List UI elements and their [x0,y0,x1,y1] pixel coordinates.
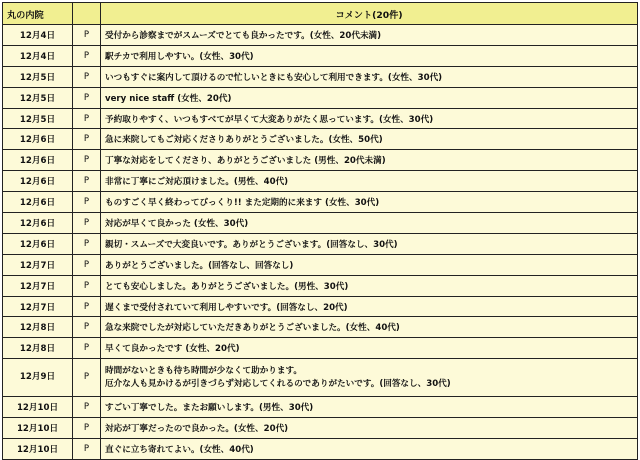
row-type: P [73,45,101,66]
row-date: 12月5日 [3,66,73,87]
comment-line: とても安心しました。ありがとうございました。(男性、30代) [105,281,349,292]
row-type: P [73,397,101,418]
row-comment [101,275,638,296]
row-date: 12月7日 [3,275,73,296]
row-date: 12月6日 [3,150,73,171]
row-type: P [73,233,101,254]
comment-line: 受付から診察までがスムーズでとても良かったです。(女性、20代未満) [105,30,382,41]
row-type: P [73,275,101,296]
row-date: 12月6日 [3,192,73,213]
row-date: 12月9日 [3,359,73,397]
table-row [3,254,638,275]
table-row [3,296,638,317]
row-type: P [73,359,101,397]
row-type: P [73,25,101,46]
comment-line: 対応が早くて良かった (女性、30代) [105,218,249,229]
table-row [3,87,638,108]
row-date: 12月8日 [3,338,73,359]
table-row [3,275,638,296]
comment-line: いつもすぐに案内して頂けるので忙しいときにも安心して利用できます。(女性、30代) [105,72,443,83]
row-comment [101,66,638,87]
row-comment [101,296,638,317]
row-type: P [73,418,101,439]
comment-line: 遅くまで受付されていて利用しやすいです。(回答なし、20代) [105,302,348,313]
row-type: P [73,296,101,317]
table-row [3,418,638,439]
header-clinic: 丸の内院 [3,3,73,25]
table-row [3,25,638,46]
table-row [3,150,638,171]
row-date: 12月6日 [3,213,73,234]
header-type [73,3,101,25]
comment-line: very nice staff (女性、20代) [105,93,232,104]
comment-line: 対応が丁寧だったので良かった。(女性、20代) [105,424,289,435]
comment-line: 早くて良かったです (女性、20代) [105,344,240,355]
row-comment [101,397,638,418]
comment-line: 時間がないときも待ち時間が少なくて助かります。 [105,365,302,376]
row-date: 12月5日 [3,108,73,129]
row-date: 12月4日 [3,25,73,46]
row-comment [101,171,638,192]
row-comment [101,359,638,397]
row-comment [101,150,638,171]
table-row [3,338,638,359]
table-row [3,439,638,460]
table-row [3,359,638,397]
table-row [3,213,638,234]
row-comment [101,254,638,275]
row-comment [101,213,638,234]
row-date: 12月8日 [3,317,73,338]
table-row [3,233,638,254]
row-type: P [73,213,101,234]
row-date: 12月10日 [3,418,73,439]
row-type: P [73,338,101,359]
row-comment [101,418,638,439]
row-comment [101,439,638,460]
row-comment [101,192,638,213]
header-comment: コメント(20件) [101,3,638,25]
row-date: 12月4日 [3,45,73,66]
comments-table [2,2,638,460]
comment-line: 急な来院でしたが対応していただきありがとうございました。(女性、40代) [105,323,400,334]
row-date: 12月7日 [3,296,73,317]
row-comment [101,108,638,129]
comment-line: 非常に丁寧にご対応頂けました。(男性、40代) [105,177,289,188]
row-type: P [73,254,101,275]
row-type: P [73,129,101,150]
comment-line: 予約取りやすく、いつもすべてが早くて大変ありがたく思っています。(女性、30代) [105,114,434,125]
comment-line: ものすごく早く終わってびっくり!! また定期的に来ます (女性、30代) [105,198,380,209]
row-comment [101,45,638,66]
row-type: P [73,108,101,129]
row-type: P [73,150,101,171]
table-row [3,66,638,87]
table-row [3,192,638,213]
row-date: 12月5日 [3,87,73,108]
row-date: 12月7日 [3,254,73,275]
row-comment [101,129,638,150]
row-date: 12月6日 [3,171,73,192]
row-type: P [73,192,101,213]
row-comment [101,317,638,338]
table-row [3,397,638,418]
row-comment [101,338,638,359]
row-type: P [73,87,101,108]
row-type: P [73,171,101,192]
comment-line: 厄介な人も見かけるが引きづらず対応してくれるのでありがたいです。(回答なし、30代) [105,378,451,389]
row-date: 12月10日 [3,397,73,418]
row-date: 12月6日 [3,129,73,150]
table-row [3,317,638,338]
row-comment [101,25,638,46]
table-row [3,108,638,129]
table-row [3,45,638,66]
table-row [3,129,638,150]
table-body [3,25,638,460]
table-row [3,171,638,192]
row-type: P [73,439,101,460]
comment-line: 直ぐに立ち寄れてよい。(女性、40代) [105,444,254,455]
comment-line: すごい丁寧でした。またお願いします。(男性、30代) [105,403,314,414]
comment-line: ありがとうございました。(回答なし、回答なし) [105,260,294,271]
row-date: 12月10日 [3,439,73,460]
comment-line: 駅チカで利用しやすい。(女性、30代) [105,51,254,62]
table-header-row [3,3,638,25]
comment-line: 丁寧な対応をしてくださり、ありがとうございました (男性、20代未満) [105,156,386,167]
row-date: 12月6日 [3,233,73,254]
row-type: P [73,66,101,87]
comment-line: 急に来院してもご対応くださりありがとうございました。(女性、50代) [105,135,383,146]
row-comment [101,233,638,254]
comment-line: 親切・スムーズで大変良いです。ありがとうございます。(回答なし、30代) [105,239,398,250]
row-comment [101,87,638,108]
row-type: P [73,317,101,338]
